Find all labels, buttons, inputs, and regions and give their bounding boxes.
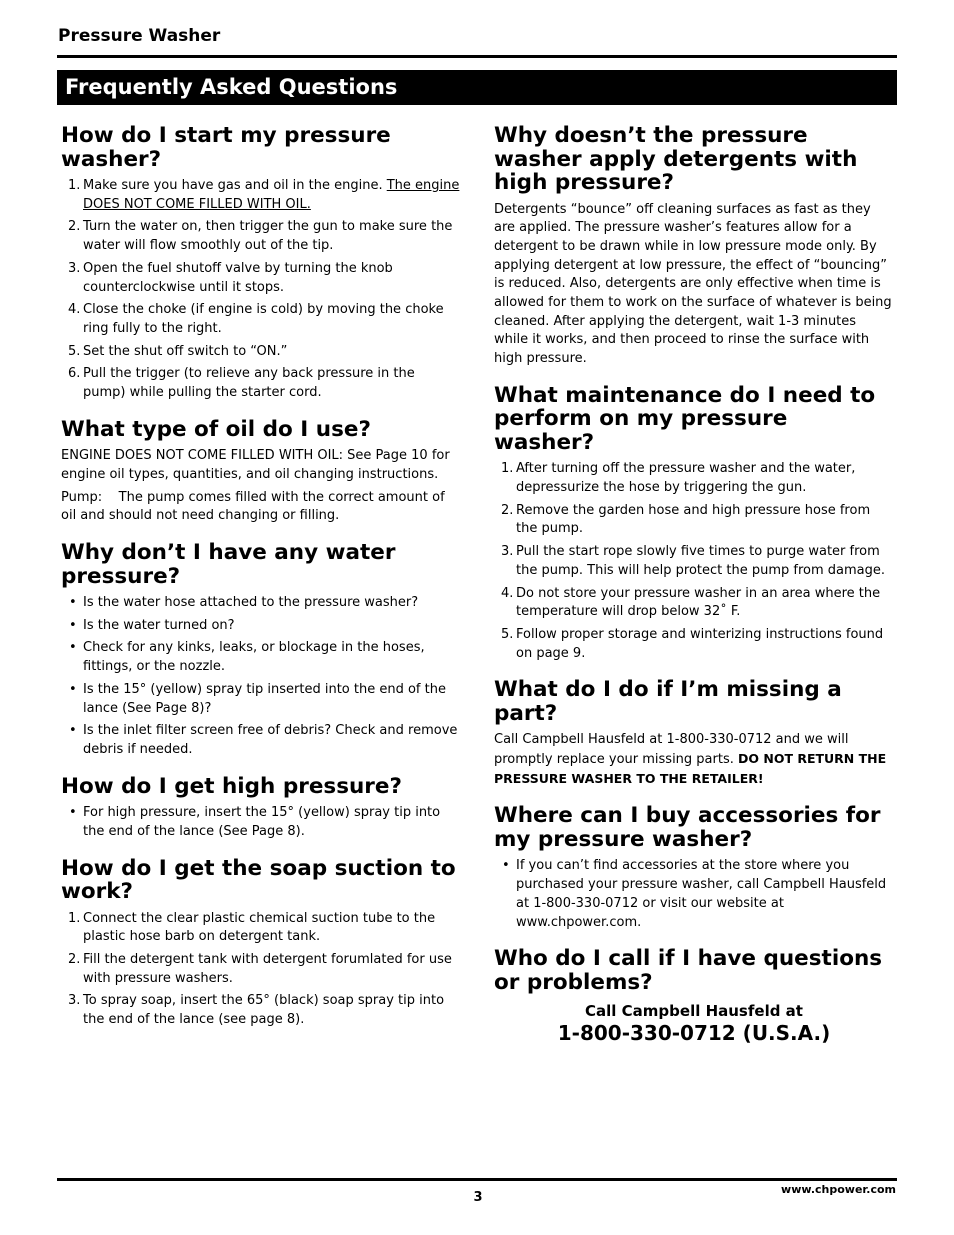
faq-maintenance [494,384,894,664]
faq-heading: What maintenance do I need to perform on my pressure washer? [494,382,876,455]
item-text: After turning off the pressure washer and the water, depressurize the hose by triggering the gun. [516,461,856,496]
item-number: 3. [501,544,514,560]
faq-detergent-pressure [494,124,894,369]
item-text: Is the water hose attached to the pressure washer? [83,595,419,611]
item-number: 3. [68,993,81,1009]
checklist [61,804,461,841]
faq-who-to-call [494,947,894,1045]
list-item [61,177,461,214]
item-text: Make sure you have gas and oil in the engine. [83,178,387,193]
item-number: 4. [68,302,81,318]
item-text: Pull the start rope slowly five times to purge water from the pump. This will help protect the pump from damage. [516,544,886,578]
faq-heading: What type of oil do I use? [61,416,371,442]
document-title: Pressure Washer [58,26,221,46]
list-item [494,626,894,663]
bullet-icon: • [69,723,77,739]
faq-soap-suction [61,857,461,1030]
list-item [61,722,461,759]
maintenance-steps-list [494,460,894,663]
list-item [61,260,461,297]
item-number: 1. [501,461,514,477]
bullet-icon: • [69,681,77,697]
item-text: Follow proper storage and winterizing instructions found on page 9. [516,626,884,661]
item-text: Is the water turned on? [83,617,235,633]
list-item [61,301,461,338]
bullet-icon: • [69,617,77,633]
list-item [494,543,894,580]
item-text: If you can’t find accessories at the store where you purchased your pressure washer, call Campbell Hausfeld at 1-800-330-0712 or visit our website at www.chpower.com. [516,858,887,930]
faq-heading: Why don’t I have any water pressure? [61,540,396,589]
list-item [61,992,461,1029]
list-item [494,585,894,622]
item-number: 4. [501,585,514,601]
item-warning-underlined: The engine DOES NOT COME FILLED WITH OIL. [83,178,460,212]
item-text: Remove the garden hose and high pressure hose from the pump. [516,502,871,537]
faq-high-pressure [61,775,461,842]
item-number: 6. [68,366,81,382]
list-item [494,857,894,932]
list-item [61,218,461,255]
faq-missing-part [494,678,894,789]
item-text: For high pressure, insert the 15° (yellow) spray tip into the end of the lance (See Page 8). [83,805,441,839]
faq-heading: Who do I call if I have questions or problems? [494,946,883,995]
bullet-icon: • [69,595,77,611]
bottom-divider [57,1178,897,1181]
faq-start-washer [61,124,461,403]
paragraph: Detergents “bounce” off cleaning surfaces as fast as they are applied. The pressure washer’s features allow for a detergent to be drawn while in low pressure mode only. By applying detergent at low pressure, the effect of “bouncing” is reduced. Also, detergents are only effective when time is allowed for them to work on the surface of whatever is being cleaned. After applying the detergent, wait 1-3 minutes while it works, and then proceed to rinse the surface with high pressure. [494,201,892,367]
faq-oil-type [61,418,461,526]
item-number: 3. [68,260,81,276]
faq-heading: What do I do if I’m missing a part? [494,677,842,726]
item-number: 2. [501,502,514,518]
faq-heading: Where can I buy accessories for my pressure washer? [494,803,881,852]
item-text: Set the shut off switch to “ON.” [83,343,288,359]
list-item [61,681,461,718]
item-text: To spray soap, insert the 65° (black) soap spray tip into the end of the lance (see page 8). [83,993,445,1028]
page-number: 3 [473,1190,483,1205]
item-text: Turn the water on, then trigger the gun to make sure the water will flow smoothly out of the tip. [83,219,453,254]
paragraph [494,731,894,789]
section-banner: Frequently Asked Questions [57,70,897,105]
start-steps-list [61,177,461,403]
list-item [61,594,461,613]
item-text: Is the inlet filter screen free of debris? Check and remove debris if needed. [83,723,458,757]
list-item [61,365,461,402]
faq-water-pressure [61,541,461,760]
list-item [61,617,461,636]
list-item [494,502,894,539]
item-text: Connect the clear plastic chemical suction tube to the plastic hose barb on detergent tank. [83,910,436,945]
item-text: Pull the trigger (to relieve any back pressure in the pump) while pulling the starter cord. [83,366,415,401]
item-text: Fill the detergent tank with detergent forumlated for use with pressure washers. [83,951,452,986]
item-text: Check for any kinks, leaks, or blockage in the hoses, fittings, or the nozzle. [83,640,425,675]
list-item [61,639,461,676]
faq-accessories [494,804,894,932]
list-item [61,804,461,841]
checklist [61,594,461,760]
paragraph: ENGINE DOES NOT COME FILLED WITH OIL: See Page 10 for engine oil types, quantities, and oil changing instructions. [61,448,450,482]
faq-heading: How do I get high pressure? [61,773,402,799]
item-number: 5. [68,343,81,359]
left-column [61,124,461,1045]
item-number: 1. [68,178,81,193]
item-number: 5. [501,626,514,642]
phone-number: 1-800-330-0712 (U.S.A.) [557,1021,831,1046]
checklist [494,857,894,932]
list-item [61,343,461,362]
list-item [61,910,461,947]
bullet-icon: • [69,805,77,821]
item-number: 1. [68,910,81,926]
item-text: Is the 15° (yellow) spray tip inserted into the end of the lance (See Page 8)? [83,681,446,716]
top-divider [57,55,897,58]
list-item [61,951,461,988]
item-text: Open the fuel shutoff valve by turning the knob counterclockwise until it stops. [83,260,393,295]
list-item [494,460,894,497]
right-column [494,124,894,1060]
faq-heading: How do I start my pressure washer? [61,123,391,172]
faq-heading: Why doesn’t the pressure washer apply detergents with high pressure? [494,123,858,195]
paragraph: Pump: The pump comes filled with the correct amount of oil and should not need changing or filling. [61,489,445,524]
bullet-icon: • [69,640,77,656]
faq-heading: How do I get the soap suction to work? [61,855,456,905]
item-number: 2. [68,951,81,967]
website-url: www.chpower.com [781,1183,896,1196]
item-text: Do not store your pressure washer in an area where the temperature will drop below 32˚ F. [516,585,881,620]
paragraph-text: Call Campbell Hausfeld at 1-800-330-0712 and we will promptly replace your missing parts. [494,732,849,768]
item-number: 2. [68,219,81,235]
bullet-icon: • [502,858,510,874]
call-line: Call Campbell Hausfeld at [585,1002,803,1021]
soap-steps-list [61,910,461,1030]
item-text: Close the choke (if engine is cold) by moving the choke ring fully to the right. [83,302,444,336]
bold-warning: DO NOT RETURN THE PRESSURE WASHER TO THE RETAILER! [494,751,887,786]
